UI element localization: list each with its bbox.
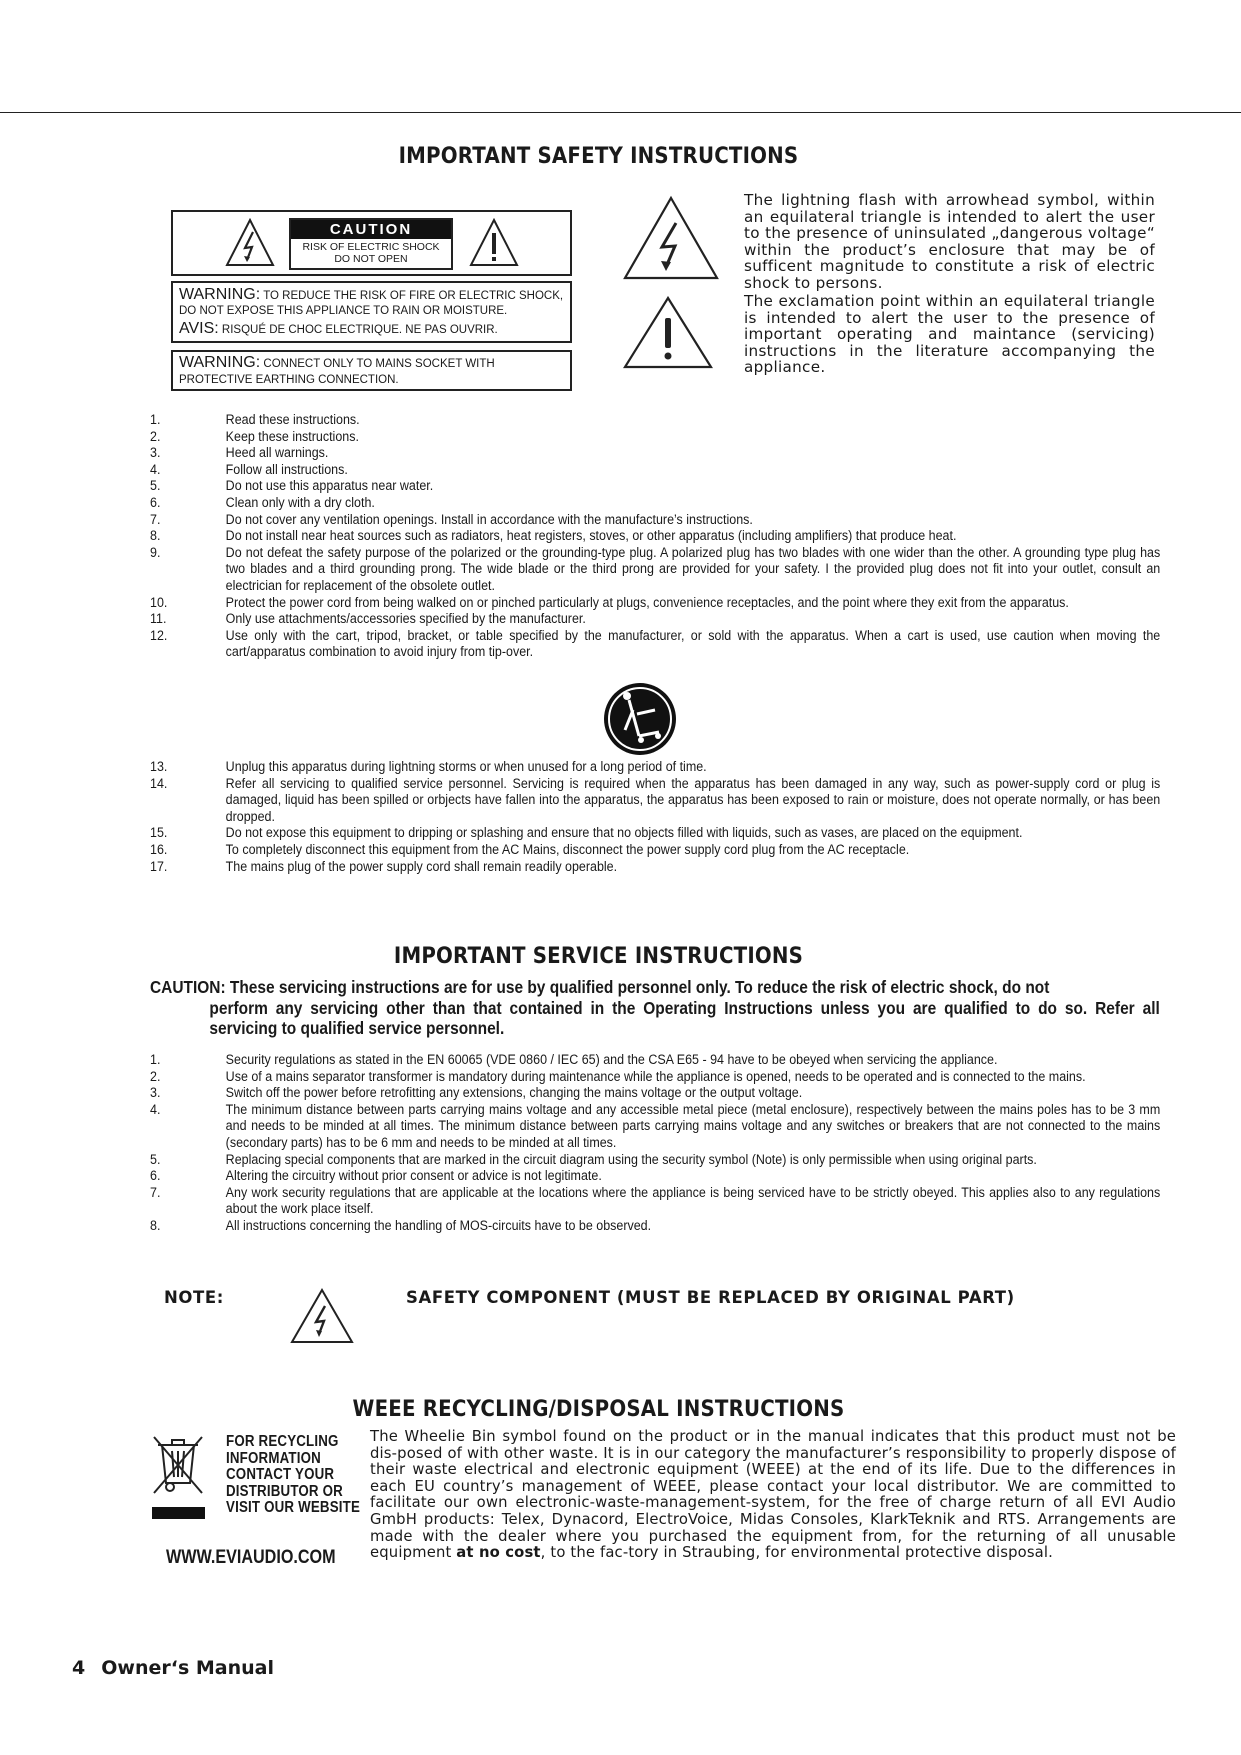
list-item [150, 628, 1160, 661]
list-item-number: 4. [150, 461, 161, 478]
list-item-number: 1. [150, 412, 161, 428]
lightning-triangle-icon [225, 218, 275, 268]
list-item [150, 545, 1160, 595]
weee-title: WEEE RECYCLING/DISPOSAL INSTRUCTIONS [352, 1397, 845, 1422]
list-item-text: The mains plug of the power supply cord shall remain readily operable. [225, 858, 618, 875]
warning-fire-box [171, 281, 572, 343]
list-item-text: To completely disconnect this equipment from the AC Mains, disconnect the power supply cord plug from the AC receptacle. [225, 841, 910, 858]
recycle-line: CONTACT YOUR [226, 1466, 335, 1484]
list-item-number: 2. [150, 1068, 161, 1085]
cart-tipover-icon [603, 682, 677, 756]
list-item [150, 859, 1160, 876]
warning1-head: WARNING: [179, 286, 261, 303]
list-item [150, 1218, 1160, 1235]
weee-para-after: , to the fac-tory in Straubing, for environmental protective disposal. [540, 1544, 1054, 1562]
caution-box [171, 210, 572, 276]
wheelie-bin-icon [150, 1433, 208, 1499]
service-list [150, 1052, 1160, 1235]
service-title: IMPORTANT SERVICE INSTRUCTIONS [393, 944, 804, 969]
list-item-text: Protect the power cord from being walked on or pinched particularly at plugs, convenience receptacles, and the point where they exit from the apparatus. [225, 594, 1069, 611]
service-caution [150, 977, 1160, 1039]
list-item-text: Do not use this apparatus near water. [225, 478, 434, 495]
list-item [150, 842, 1160, 859]
list-item-text: Heed all warnings. [225, 445, 329, 462]
recycle-line: DISTRIBUTOR OR [226, 1482, 343, 1500]
lightning-flash-icon [622, 195, 720, 281]
avis-head: AVIS: [179, 320, 219, 337]
list-item-text: Do not cover any ventilation openings. Install in accordance with the manufacture’s instructions. [225, 511, 753, 528]
list-item-number: 5. [150, 478, 161, 495]
list-item-text: Use of a mains separator transformer is mandatory during maintenance while the appliance is opened, needs to be operated and is connected to the mains. [225, 1068, 1086, 1085]
warning-earth-box [171, 350, 572, 391]
list-item [150, 528, 1160, 545]
list-item-number: 8. [150, 1217, 161, 1234]
list-item-number: 11. [150, 611, 167, 628]
list-item-text: Only use attachments/accessories specified by the manufacturer. [225, 611, 586, 628]
list-item-number: 15. [150, 825, 168, 842]
exclamation-triangle-icon [469, 218, 519, 268]
list-item-text: Switch off the power before retrofitting any extensions, changing the mains voltage or the output voltage. [225, 1085, 803, 1102]
list-item-text: Use only with the cart, tripod, bracket, or table specified by the manufacturer, or sold with the apparatus. When a cart is used, use caution when moving the cart/apparatus combination to avoid injury from tip-over. [225, 627, 1161, 661]
list-item [150, 429, 1160, 446]
weee-website: WWW.EVIAUDIO.COM [166, 1547, 336, 1568]
list-item-number: 6. [150, 494, 161, 511]
page-footer [72, 1657, 290, 1679]
avis-line [179, 320, 498, 338]
list-item-number: 9. [150, 544, 161, 561]
list-item-number: 16. [150, 841, 168, 858]
list-item [150, 445, 1160, 462]
list-item-text: Refer all servicing to qualified service personnel. Servicing is required when the apparatus has been damaged in any way, such as power-supply cord or plug is damaged, liquid has been spilled or orbjects have fallen into the apparatus, the apparatus has been exposed to rain or moisture, does not operate normally, or has been dropped. [225, 775, 1161, 825]
recycle-line: VISIT OUR WEBSITE [226, 1499, 361, 1517]
list-item [150, 1069, 1160, 1086]
list-item-text: Keep these instructions. [225, 428, 359, 445]
list-item [150, 1152, 1160, 1169]
list-item [150, 611, 1160, 628]
list-item-number: 6. [150, 1168, 161, 1185]
weee-para-bold: at no cost [456, 1544, 541, 1562]
list-item [150, 412, 1160, 429]
safety-list-b [150, 759, 1160, 875]
list-item-number: 2. [150, 428, 161, 445]
warning2-text: CONNECT ONLY TO MAINS SOCKET WITH [263, 358, 495, 370]
list-item-number: 3. [150, 445, 161, 462]
recycle-line: FOR RECYCLING [226, 1433, 339, 1450]
exclamation-description: The exclamation point within an equilateral triangle is intended to alert the user to the presence of important operating and maintance (servicing) instructions in the literature accompanying the appliance. [744, 292, 1155, 376]
caution-sub1: RISK OF ELECTRIC SHOCK [302, 241, 440, 253]
note-text: SAFETY COMPONENT (MUST BE REPLACED BY ORIGINAL PART) [406, 1288, 1015, 1307]
list-item [150, 1168, 1160, 1185]
list-item-text: Read these instructions. [225, 412, 360, 428]
avis-text: RISQUÉ DE CHOC ELECTRIQUE. NE PAS OUVRIR. [221, 324, 498, 336]
warning1-line1 [179, 286, 563, 304]
list-item-number: 14. [150, 775, 168, 792]
list-item-number: 5. [150, 1151, 161, 1168]
list-item [150, 1185, 1160, 1218]
safety-title: IMPORTANT SAFETY INSTRUCTIONS [398, 144, 799, 169]
list-item [150, 495, 1160, 512]
note-label: NOTE: [164, 1288, 224, 1307]
warning2-line1 [179, 354, 495, 372]
list-item-text: Do not defeat the safety purpose of the polarized or the grounding-type plug. A polarized plug has two blades with one wider than the other. A grounding type plug has two blades and a third grounding prong. The wide blade or the third prong are provided for your safety. I the provided plug does not fit into your outlet, consult an electrician for replacement of the obsolete outlet. [225, 544, 1161, 594]
top-rule [0, 112, 1241, 113]
warning2-line2: PROTECTIVE EARTHING CONNECTION. [179, 374, 399, 386]
list-item-text: Do not install near heat sources such as radiators, heat registers, stoves, or other apparatus (including amplifiers) that produce heat. [225, 528, 957, 545]
safety-component-lightning-icon [290, 1288, 354, 1344]
list-item-text: Unplug this apparatus during lightning storms or when unused for a long period of time. [225, 759, 707, 775]
warning1-line2: DO NOT EXPOSE THIS APPLIANCE TO RAIN OR MOISTURE. [179, 305, 508, 317]
list-item [150, 825, 1160, 842]
caution-heading: CAUTION [291, 220, 451, 239]
service-caution-first: CAUTION: These servicing instructions are for use by qualified personnel only. To reduce the risk of electric shock, do not [150, 977, 1050, 997]
exclamation-point-icon [622, 296, 714, 370]
page-number: 4 [72, 1657, 86, 1679]
list-item-text: Any work security regulations that are applicable at the locations where the appliance is being serviced have to be strictly obeyed. This applies also to any regulations about the work place itself. [225, 1184, 1161, 1218]
list-item-text: Follow all instructions. [225, 461, 348, 478]
list-item-text: Altering the circuitry without prior consent or advice is not legitimate. [225, 1168, 602, 1185]
weee-paragraph [370, 1429, 1176, 1562]
warning1-text: TO REDUCE THE RISK OF FIRE OR ELECTRIC SHOCK, [263, 290, 564, 302]
service-caution-rest: perform any servicing other than that contained in the Operating Instructions unless you are qualified to do so. Refer all servicing to qualified service personnel. [209, 997, 1160, 1038]
warning2-head: WARNING: [179, 354, 261, 371]
list-item-text: The minimum distance between parts carrying mains voltage and any accessible metal piece (metal enclosure), respectively between the mains poles has to be 3 mm and needs to be minded at all times. The minimum distance between parts carrying mains voltage and any switches or breakers that are not connected to the mains (secondary parts) has to be 6 mm and needs to be minded at all times. [225, 1101, 1161, 1151]
list-item-number: 7. [150, 511, 161, 528]
list-item-number: 13. [150, 759, 168, 775]
list-item-number: 7. [150, 1184, 161, 1201]
list-item [150, 1085, 1160, 1102]
list-item-number: 3. [150, 1085, 161, 1102]
list-item [150, 1052, 1160, 1069]
list-item-number: 12. [150, 627, 168, 644]
list-item-number: 1. [150, 1052, 161, 1068]
list-item-text: Replacing special components that are marked in the circuit diagram using the security symbol (Note) is only permissible when using original parts. [225, 1151, 1037, 1168]
list-item-text: Security regulations as stated in the EN 60065 (VDE 0860 / IEC 65) and the CSA E65 - 94 have to be obeyed when servicing the appliance. [225, 1052, 998, 1068]
list-item [150, 512, 1160, 529]
lightning-description: The lightning flash with arrowhead symbol, within an equilateral triangle is intended to alert the user to the presence of uninsulated „dangerous voltage“ within the product’s enclosure that may be of sufficent magnitude to constitute a risk of electric shock to persons. [744, 191, 1155, 292]
caution-sub2: DO NOT OPEN [334, 253, 408, 265]
list-item-number: 8. [150, 528, 161, 545]
list-item [150, 462, 1160, 479]
list-item-text: Clean only with a dry cloth. [225, 494, 375, 511]
recycle-info [226, 1434, 360, 1517]
list-item [150, 595, 1160, 612]
caution-center [289, 218, 453, 270]
list-item-text: All instructions concerning the handling of MOS-circuits have to be observed. [225, 1217, 652, 1234]
list-item-number: 10. [150, 594, 168, 611]
manual-title: Owner‘s Manual [101, 1657, 274, 1679]
list-item-number: 4. [150, 1101, 161, 1118]
list-item [150, 776, 1160, 826]
list-item [150, 759, 1160, 776]
list-item [150, 478, 1160, 495]
safety-list-a [150, 412, 1160, 661]
weee-para-before: The Wheelie Bin symbol found on the product or in the manual indicates that this product must not be dis-posed of with other waste. It is in our category the manufacturer’s responsibility to properly dispose of their waste electrical and electronic equipment (WEEE) at the end of its life. Due to the differences in each EU country’s management of WEEE, please contact your local distributor. We are committed to facilitate our own electronic-waste-management-system, for the free of charge return of all EVI Audio GmbH products: Telex, Dynacord, ElectroVoice, Midas Consoles, KlarkTeknik and RTS. Arrangements are made with the dealer where you purchased the equipment from, for the returning of all unusable equipment [370, 1428, 1176, 1562]
list-item [150, 1102, 1160, 1152]
wheelie-bin-bar [152, 1507, 205, 1519]
list-item-number: 17. [150, 858, 168, 875]
list-item-text: Do not expose this equipment to dripping or splashing and ensure that no objects filled with liquids, such as vases, are placed on the equipment. [225, 825, 1023, 842]
recycle-line: INFORMATION [226, 1449, 321, 1467]
